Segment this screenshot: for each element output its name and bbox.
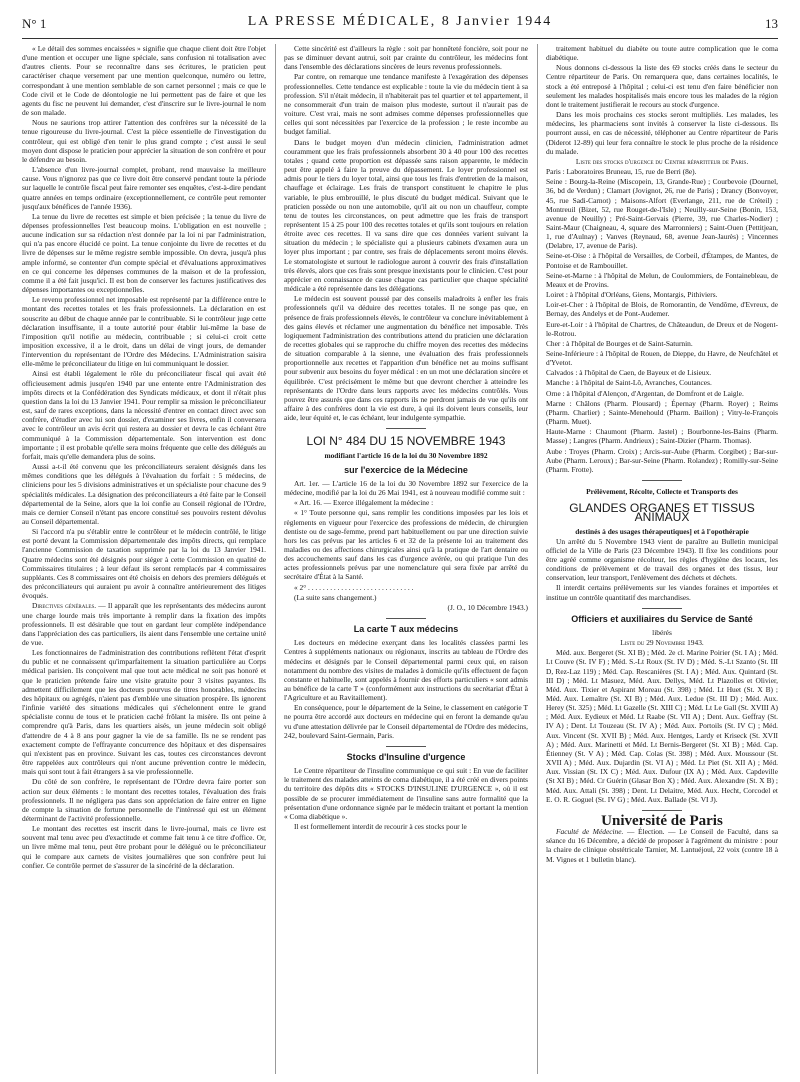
paragraph: En conséquence, pour le département de la Seine, le classement en catégorie T ne pourra être accordé aux docteurs en médecine qui en feront la demande qu'au vu d'une attestation délivrée par le Conseil départemental de l'Ordre des médecins, 242, boulevard Saint-Germain, Paris. (284, 703, 528, 740)
paragraph: Le revenu professionnel net imposable est représenté par la différence entre le montant des recettes totales et les frais professionnels. La déclaration en est souscrite au début de chaque année par le contribuable. Si le contrôleur juge cette déclaration insuffisante, il a toute autorité pour établir lui-même la base de l'imposition qu'il notifie au médecin, contribuable ; si celui-ci croit cette imposition excessive, il a le droit, dans un délai de vingt jours, de demander l'intervention du représentant de l'Ordre des Médecins. L'Administration saisira elle-même le préconciliateur du litige en lui communiquant le dossier. (22, 295, 266, 369)
run-in-heading: Directives générales. (32, 601, 97, 611)
paragraph-text: — Il apparaît que les représentants des médecins auront une charge lourde mais très importante à remplir dans la fixation des impôts professionnels. Il est désirable que tout en gardant leur complète indépendance dans l'appréciation des cas particuliers, ils aient dans l'ensemble une certaine unité de vue. (22, 601, 266, 647)
law-subtitle-2: sur l'exercice de la Médecine (344, 464, 468, 475)
section-subtitle: destinés à des usages thérapeutiques] et à l'opothérapie (575, 526, 749, 536)
paragraph: Du côté de son confrère, le représentant de l'Ordre devra faire porter son action sur deux éléments : le montant des recettes totales, l'évaluation des frais professionnels. Il ne négligera pas dans son appréciation de faire entrer en ligne de compte la situation de fortune personnelle de l'intéressé qui est un élément déterminant de l'activité professionnelle. (22, 777, 266, 823)
law-title: LOI N° 484 DU 15 NOVEMBRE 1943 (306, 434, 506, 449)
paragraph: Ainsi est établi légalement le rôle du préconciliateur fiscal qui avait été officieusement admis jusqu'en 1940 par une entente entre l'Administration des impôts directs et la Confédération des Syndicats médicaux, et dont il n'était plus question dans la loi du 13 Janvier 1941. Pour remplir sa mission le préconciliateur est, sauf de rares exceptions, dans la nécessité d'entrer en contact direct avec son confrère, d'étudier avec lui son dossier, d'examiner ses livres, enfin il conversera avec le contrôleur un avis écrit qui restera au dossier et devra le cas échéant être communiqué à la Commission départementale. Son intervention est donc importante ; il est probable qu'elle sera moins fréquente que celle des délégués au forfait, mais qu'elle demandera plus de soins. (22, 369, 266, 461)
paragraph: Les fonctionnaires de l'administration des contributions reflètent l'état d'esprit du public et ne connaissent qu'imparfaitement la situation particulière au Corps médical parisien. Ils conçoivent mal que tout acte médical ne soit pas honoré et que le praticien prétende faire une visite gratuite pour 3 visites payantes. Ils admettent difficilement que les docteurs pourvus de titres honorables, médecins des hôpitaux ou agrégés, n'aient pas d'emblée une situation prospère. Ils ignorent l'infinie variété des situations médicales qui s'échelonnent entre le grand spécialiste connu de tous et le praticien caché frôlant la misère. Ils ont peine à comprendre qu'à Paris, dans les quartiers aisés, un jeune médecin soit obligé d'attendre de 4 à 8 ans pour gagner la vie de sa famille. Ils ne se rendent pas exactement compte de l'effrayante concurrence des hôpitaux et des dispensaires qui n'existent pas en province. Suivant les cas, toutes ces circonstances devront être rappelées aux contrôleurs qui n'ont aucune prévention contre le médecin, mais qui sont tout à fait étrangers à sa vie professionnelle. (22, 648, 266, 777)
section-divider (642, 608, 682, 609)
paragraph: Nous ne saurions trop attirer l'attention des confrères sur la nécessité de la tenue rigoureuse du livre-journal. C'est la pièce essentielle de l'investigation du contrôleur, qui est obligé d'en tenir le plus grand compte ; c'est aussi le seul moyen dont dispose le praticien pour apprécier la situation de son confrère et pour le défendre au besoin. (22, 118, 266, 164)
section-divider (386, 746, 426, 747)
column-right (546, 44, 778, 1074)
list-item: Orne : à l'hôpital d'Alençon, d'Argentan, de Domfront et de Laigle. (546, 388, 744, 398)
paragraph-text: — Élection. — Le Conseil de Faculté, dans sa séance du 16 Décembre, a décidé de proposer à l'agrément du ministre : pour la chaire de clinique obstétricale Tarnier, M. Lantuéjoul, 22 voix (contre 18 à M. Vignes et 1 bulletin blanc). (546, 827, 778, 864)
paragraph: Cette sincérité est d'ailleurs la règle : soit par honnêteté foncière, soit pour ne pas se diminuer devant autrui, soit par crainte du contrôleur, les médecins font dans l'ensemble des déclarations sincères de leurs revenus professionnels. (284, 44, 528, 72)
section-heading-carte-t: La carte T aux médecins (353, 624, 459, 635)
section-divider (642, 810, 682, 811)
run-in-heading: Faculté de Médecine. (556, 827, 624, 837)
law-subtitle: modifiant l'article 16 de la loi du 30 Novembre 1892 (324, 450, 488, 460)
paragraph: Aussi a-t-il été convenu que les préconciliateurs seraient désignés dans les mêmes conditions que les délégués à l'évaluation du forfait : 5 médecins, de cliniciens pour les 5 divisions administratives et un spécialiste pour chacune des 9 spécialités médicales. La désignation des préconciliateurs a été faite par le Conseil départemental de la Seine, alors que la loi confie au Conseil régional de l'Ordre, mais ce dernier Conseil n'étant pas encore constitué ses pouvoirs restent dévolus au Conseil départemental. (22, 462, 266, 526)
paragraph: « Le détail des sommes encaissées » signifie que chaque client doit être l'objet d'une mention et occuper une ligne spéciale, sans confusion ni totalisation avec d'autres clients. Pour se reconnaître dans ses écritures, le praticien peut caractériser chaque versement par une mention quelconque, numéro ou lettre, correspondant à une mention semblable de son carnet personnel ; mais ce que le Code civil et le Code de déontologie ne lui permettent pas de faire et que les agents du fisc ne peuvent lui demander, c'est d'inscrire sur le livre-journal le nom de son malade. (22, 44, 266, 118)
paragraph: Le Centre répartiteur de l'insuline communique ce qui suit : En vue de faciliter le traitement des malades atteints de coma diabétique, il a été créé en divers points du territoire des dépôts dits « STOCKS D'INSULINE D'URGENCE », où il est possible de se procurer immédiatement de l'insuline sans autre formalité que la présentation d'une ordonnance signée par le médecin traitant et portant la mention « Coma diabétique ». (284, 766, 528, 821)
paragraph: Par contre, on remarque une tendance manifeste à l'exagération des dépenses professionnelles. Cette tendance est explicable : toute la vie du médecin tient à sa profession. S'il n'était médecin, il n'habiterait pas tel quartier et tel appartement, il ne consommerait d'un train de maison plus modeste, surtout il n'aurait pas de voiture. C'est vrai, mais ne sont admises comme dépenses professionnelles que celles qui sont nécessitées par l'exercice de la profession ; le reste incombe au budget familial. (284, 72, 528, 137)
list-item: Cher : à l'hôpital de Bourges et de Saint-Saturnin. (546, 338, 693, 348)
paragraph: Le montant des recettes est inscrit dans le livre-journal, mais ce livre est souvent mal tenu avec peu d'exactitude et comme fait tenu à ce titre d'office. Or, un livre même mal tenu, peut être probant pour le délégué ou le préconciliateur qui le compare aux carnets de visites journalières que son confrère peut lui confier. Ce contrôle permet de s'assurer de la sincérité de la déclaration. (22, 824, 266, 870)
list-item: Manche : à l'hôpital de Saint-Lô, Avranches, Coutances. (546, 378, 712, 388)
list-item: Paris : Laboratoires Bruneau, 15, rue de Berri (8e). (546, 167, 697, 177)
list-item: Calvados : à l'hôpital de Caen, de Bayeux et de Lisieux. (546, 368, 712, 378)
section-heading-universite: Université de Paris (601, 812, 723, 829)
list-item: Seine-et-Marne : à l'hôpital de Melun, de Coulommiers, de Fontainebleau, de Meaux et de Provins. (546, 270, 778, 289)
section-divider (386, 618, 426, 619)
paragraph: Si l'accord n'a pu s'établir entre le contrôleur et le médecin contrôlé, le litige est porté devant la Commission départementale des impôts directs, qui remplace l'ancienne Commission de taxation supprimée par la loi du 13 Janvier 1941. Quatre médecins sont été désignés pour siéger à cette Commission en qualité de Commissaires titulaires ; à leur défaut ils seront remplacés par 4 commissaires suppléants. Ces 8 commissaires ont été choisis en dehors des premiers délégués et des préconciliateurs qui auraient pu avoir à connaître antérieurement des litiges évoqués. (22, 527, 266, 601)
section-heading-insuline: Stocks d'Insuline d'urgence (346, 751, 466, 762)
paragraph (546, 827, 778, 864)
paragraph: Les docteurs en médecine exerçant dans les localités classées parmi les Centres à suppléments nationaux ou régionaux, inscrits au tableau de l'Ordre des médecins et désignés par le Conseil départemental parmi ceux qui, en raison notamment du nombre des visites de malades à domicile qu'ils effectuent de façon constante et habituelle, sont appelés à fournir des efforts particuliers « sont admis au bénéfice de la carte T » (conformément aux instructions du secrétariat d'État à l'Agriculture et au Ravitaillement). (284, 638, 528, 703)
column-divider (275, 44, 276, 1074)
list-item: Aube : Troyes (Pharm. Croix) ; Arcis-sur-Aube (Pharm. Corgibet) ; Bar-sur-Aube (Pharm. Leroux) ; Bar-sur-Seine (Pharm. Rolandez) ; Romilly-sur-Seine (Pharm. Frotte). (546, 446, 778, 474)
section-kicker: Prélèvement, Récolte, Collecte et Transports des (586, 487, 738, 497)
header-rule (22, 38, 778, 39)
column-divider (537, 44, 538, 1074)
list-item: Loiret : à l'hôpital d'Orléans, Giens, Montargis, Pithiviers. (546, 290, 718, 300)
section-heading-glandes: GLANDES ORGANES ET TISSUS ANIMAUX (569, 501, 755, 525)
page-number: 13 (765, 16, 778, 31)
column-middle (284, 44, 528, 1074)
list-item: Marne : Châlons (Pharm. Plousard) ; Épernay (Pharm. Royer) ; Reims (Pharm. Charlier) ; Sainte-Menehould (Pharm. Baillon) ; Vitry-le-François (Pharm. Muet). (546, 398, 778, 427)
list-item: Seine-Inférieure : à l'hôpital de Rouen, de Dieppe, du Havre, de Neufchâtel et d'Yvetot. (546, 349, 778, 368)
paragraph: « 1° Toute personne qui, sans remplir les conditions imposées par les lois et règlements en vigueur pour l'exercice des professions de médecin, de chirurgien dentiste ou de sage-femme, prend part habituellement ou par une direction suivie hors les cas prévus par les articles 6 et 32 de la présente loi au traitement des maladies ou des affections chirurgicales ainsi qu'à la pratique de l'art dentaire ou des accouchements sauf dans les cas d'urgence avérée, ou qui pratique l'un des actes professionnels prévus par une nomenclature qui sera fixée par arrêté du secrétaire d'État à la Santé. (284, 508, 528, 582)
journal-title: LA PRESSE MÉDICALE, 8 Janvier 1944 (247, 14, 553, 29)
paragraph: Nous donnons ci-dessous la liste des 69 stocks créés dans le secteur du Centre répartiteur de Paris. On remarquera que, dans certaines localités, le stock a été entreposé à l'hôpital ; celui-ci est tenu d'en faire bénéficier non seulement les malades hospitalisés mais encore tous les malades de la région dont le traitement justifierait le recours au stock d'urgence. (546, 63, 778, 109)
list-date: Liste du 29 Novembre 1943. (620, 638, 704, 648)
paragraph: « 2° . . . . . . . . . . . . . . . . . . . . . . . . . . . . . (294, 582, 414, 592)
column-left (22, 44, 266, 1074)
paragraph: La tenue du livre de recettes est simple et bien précisée ; la tenue du livre de dépenses professionnelles l'est beaucoup moins. L'obligation en est nouvelle ; aucune indication sur sa rédaction n'est donnée par la loi ni par l'administration, qui n'a pas encore élucidé ce point. La tenue conjointe du livre de recettes et du livre de dépenses sur le même registre semble impossible. On devra, jusqu'à plus ample informé, se contenter d'un compte spécial et d'évaluations approximatives en ce qui concerne les dépenses communes de la maison et de la profession, comme il a été fait jusqu'ici. Il est bon de conserver les factures justificatives des dépenses importantes ou exceptionnelles. (22, 211, 266, 295)
source-citation: (J. O., 10 Décembre 1943.) (447, 602, 528, 612)
section-divider (642, 480, 682, 481)
paragraph: Le médecin est souvent poussé par des conseils maladroits à enfler les frais professionnels qu'il va déduire des recettes totales. Il ne songe pas que, en présence de frais professionnels élevés, le contrôleur va conclure inévitablement à des gains élevés et réclamer une augmentation du bénéfice net imposable. Très logiquement l'administration des contributions attend du praticien une déclaration de recettes globales qui se rapproche du chiffre moyen des recettes des médecins de situation comparable à la sienne, une évaluation des frais professionnels proportionnelle aux recettes et l'apparition d'un bénéfice net au moins suffisant pour subvenir aux besoins du foyer médical : en un mot une déclaration sincère et équilibrée. C'est précisément le même but que devront chercher à atteindre les représentants de l'Ordre dans leurs rapports avec les médecins contrôlés. Vous pouvez être assurés que dans ces rapports ils ne perdront jamais de vue qu'ils ont affaire à des confrères dont la vie est dure, à qui ils doivent leurs conseils, leur aide, leur équité et, le cas échéant, leur indulgente sympathie. (284, 294, 528, 423)
section-heading-officiers: Officiers et auxiliaires du Service de Santé (571, 613, 753, 624)
paragraph: Il est formellement interdit de recourir à ces stocks pour le (294, 822, 467, 832)
list-item: Seine : Bourg-la-Reine (Miscopein, 13, Grande-Rue) ; Courbevoie (Dournel, 36, bd de Verdun) ; Clamart (Jovignot, 26, rue de Paris) ; Drancy (Bonvoyer, 45, rue Sadi-Carnot) ; Maisons-Alfort (Everlange, 211, rue de Créteil) ; Montreuil (Bizet, 52, rue Rouget-de-l'Isle) ; Neuilly-sur-Seine (Bonin, 153, avenue de Neuilly) ; Pré-Saint-Gervais (Pierre, 39, rue Charles-Nodier) ; Saint-Maur (Chaigneau, 4, square des Marronniers) ; Saint-Ouen (Pettitjean, 1, rue d'Aulnay) ; Vanves (Reynaud, 68, avenue Jean-Jaurès) ; Vincennes (Delabre, 17, avenue de Paris). (546, 177, 778, 251)
paragraph: (La suite sans changement.) (294, 592, 377, 602)
section-subtitle: libérés (652, 627, 672, 637)
paragraph: « Art. 16. — Exerce illégalement la médecine : (294, 498, 434, 508)
list-item: Haute-Marne : Chaumont (Pharm. Jastel) ; Bourbonne-les-Bains (Pharm. Masse) ; Langres (Pharm. Andrieux) ; Saint-Dizier (Pharm. Thomas). (546, 427, 778, 446)
paragraph: Méd. aux. Bergeret (St. XI B) ; Méd. 2e cl. Marine Poirier (St. I A) ; Méd. Lt Couve (St. IV F) ; Méd. S.-Lt Roux (St. IV D) ; Méd. S.-Lt Szanto (St. III D, Rez-Laz 119) ; Méd. Cap. Rescanières (St. I A) ; Méd. Aux. Quintard (St. III D) ; Méd. Lt Masuez, Méd. Aux. Dellys, Méd. Lt Plazolles et Olivier, Méd. Aux. Tixier et Aspirant Moreau (St. 398) ; Méd. Lt Huet (St. X B) ; Méd. Aux. Lemaître (St. XI B) ; Méd. Aux. Ledue (St. III D) ; Méd. Aux. Herey (St. 325) ; Méd. Lt Gazelle (St. XIII C) ; Méd. Lt Le Gall (St. XVIII A) ; Méd. Aux. Eydieux et Méd. Lt Raabe (St. VII A) ; Dent. Aux. Geffray (St. IV A) ; Dent. Lt Touzeau (St. IV A) ; Méd. Aux. Portoils (St. IV C) ; Méd. Aux. Vincent (St. XVII B) ; Méd. Aux. Hentges, Lardy et Kriseck (St. XVII A) ; Méd. Aux. Marinetti et Méd. Lt Bernis-Bergeret (St. XI B) ; Méd. Cap. Étienney (St. V A) ; Méd. Cap. Colas (St. 398) ; Méd. Aux. Moussour (St. XVII A) ; Méd. Aux. Dujardin (St. VI A) ; Méd. Lt Piet (St. XII A) ; Méd. Aux. Vissian (St. IX C) ; Méd. Aux. Dufour (IX A) ; Méd. Aux. Capdeville (St XI B) ; Méd. Cr Guérin (Glasar Bon X) ; Méd. Aux. Alexandre (St. X B) ; Méd. Aux. Attali (St. 398) ; Dent. Lt Delaitre, Méd. Aux. Hecht, Corcodel et E. O. R. Goguel (St. IV G) ; Méd. Aux. Ballade (St. VI J). (546, 648, 778, 804)
paragraph: Dans les mois prochains ces stocks seront multipliés. Les malades, les médecins, les pharmaciens sont invités à conserver la liste ci-dessous. Ils pourront aussi, en cas de nécessité, téléphoner au Centre répartiteur de Paris (Diderot 12-89) qui leur fera connaître le stock le plus proche de la résidence du malade. (546, 110, 778, 156)
paragraph: traitement habituel du diabète ou toute autre complication que le coma diabétique. (546, 44, 778, 63)
list-item: Loir-et-Cher : à l'hôpital de Blois, de Romorantin, de Vendôme, d'Evreux, de Bernay, des Andelys et de Pont-Audemer. (546, 300, 778, 319)
paragraph: Dans le budget moyen d'un médecin clinicien, l'administration admet couramment que les frais professionnels absorbent 30 à 40 pour 100 des recettes totales ; quand cette proportion est dépassée sans raison apparente, le médecin peut être appelé à faire la preuve du dépassement. Le loyer professionnel est admis pour le tiers du loyer total, ainsi que tous les frais d'entretien de la maison, chauffage et éclairage. Les frais de transport constituent le chapitre le plus variable, le plus embrouillé, le plus discuté du budget médical. Suivant que le praticien possède ou non une automobile, qu'il ait ou non un chauffeur, compte tenu de toutes les circonstances, on peut admettre que les frais de transport représentent 15 à 25 pour 100 des recettes totales et qu'ils sont toujours en relation étroite avec ces recettes. Il va sans dire que ces données varient suivant la situation du médecin ; le spécialiste qui a plusieurs cabinets d'examen aura un loyer plus important ; par contre, ses frais de déplacements seront moins élevés. Le stomatologiste et surtout le radiologue auront à couvrir des frais d'installation très élevés, alors que ces frais sont presque inexistants pour le clinicien. C'est pour apprécier en connaissance de cause chaque cas particulier que chaque spécialité médicale a été représentée dans les délégations. (284, 137, 528, 294)
issue-number: N° 1 (22, 16, 47, 31)
paragraph: Art. 1er. — L'article 16 de la loi du 30 Novembre 1892 sur l'exercice de la médecine, modifié par la loi du 26 Mai 1941, est à nouveau modifié comme suit : (284, 478, 528, 498)
page-header (22, 14, 778, 34)
paragraph: L'absence d'un livre-journal complet, probant, rend mauvaise la meilleure cause. Vous n'ignorez pas que ce livre doit être conservé pendant toute la période sur laquelle le contrôle fiscal peut faire remonter ses enquêtes, c'est-à-dire pendant quatre années en temps ordinaire (exceptionnellement, ce contrôle peut remonter jusqu'aux bénéfices de l'année 1936). (22, 165, 266, 211)
list-heading: Liste des stocks d'urgence du Centre répartiteur de Paris. (575, 156, 749, 166)
list-item: Eure-et-Loir : à l'hôpital de Chartres, de Châteaudun, de Dreux et de Nogent-le-Rotrou. (546, 319, 778, 338)
stocks-list (546, 167, 778, 474)
paragraph: Un arrêté du 5 Novembre 1943 vient de paraître au Bulletin municipal officiel de la Ville de Paris (23 Décembre 1943). Il fixe les conditions pour être agréé comme organisme récolteur, les règles d'hygiène des locaux, les conditions de prélèvement et de travail des organes et des tissus, leur conservation, leur transport, l'enlèvement des déchets et déchets. (546, 536, 778, 583)
paragraph: Il interdit certains prélèvements sur les viandes foraines et importées et institue un contrôle quantitatif des marchandises. (546, 583, 778, 602)
list-item: Seine-et-Oise : à l'hôpital de Versailles, de Corbeil, d'Étampes, de Mantes, de Pontoise et de Rambouillet. (546, 251, 778, 270)
section-divider (386, 428, 426, 429)
paragraph (22, 601, 266, 647)
